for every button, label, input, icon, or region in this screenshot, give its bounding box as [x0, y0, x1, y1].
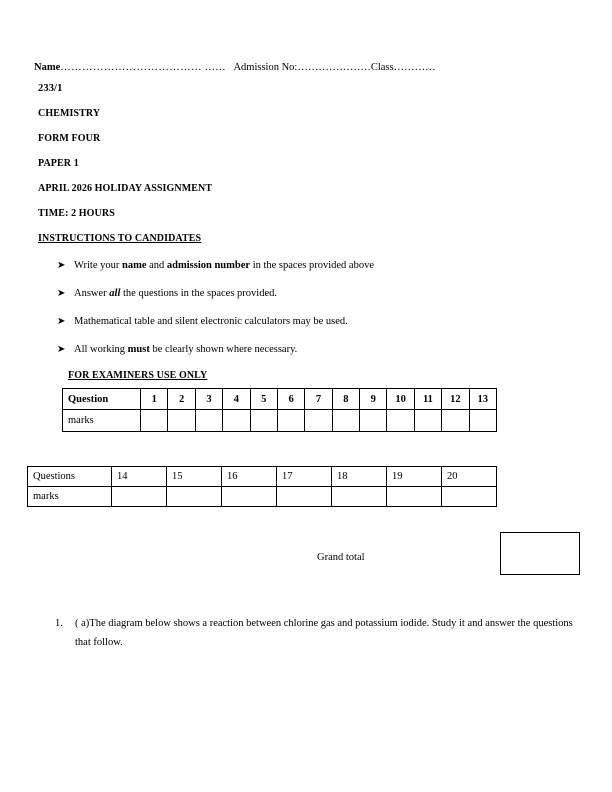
arrowhead-bullet-icon: ➤	[57, 288, 66, 299]
form-level: FORM FOUR	[38, 133, 101, 144]
arrowhead-bullet-icon: ➤	[57, 260, 66, 271]
table-two-col-14: 14	[112, 467, 167, 487]
table-one-marks-cell-2[interactable]	[168, 410, 195, 432]
instruction-item	[57, 259, 507, 272]
instruction-text: Answer all the questions in the spaces provided.	[74, 288, 277, 299]
table-one-col-9: 9	[360, 389, 387, 410]
table-two-col-18: 18	[332, 467, 387, 487]
table-one-col-2: 2	[168, 389, 195, 410]
marks-table-questions-14-20	[27, 466, 497, 507]
subject-title: CHEMISTRY	[38, 108, 101, 119]
table-one-marks-cell-9[interactable]	[360, 410, 387, 432]
admission-label: Admission No:	[233, 62, 298, 73]
paper-code: 233/1	[38, 83, 63, 94]
instruction-item	[57, 315, 507, 328]
marks-table-questions-1-13	[62, 388, 497, 432]
table-one-col-13: 13	[469, 389, 497, 410]
table-one-header-label: Question	[63, 389, 141, 410]
table-one-marks-cell-11[interactable]	[414, 410, 441, 432]
table-two-marks-cell-20[interactable]	[442, 487, 497, 507]
question-one-number: 1.	[55, 618, 63, 629]
table-two-col-19: 19	[387, 467, 442, 487]
arrowhead-bullet-icon: ➤	[57, 344, 66, 355]
admission-dots[interactable]: …………………	[297, 62, 371, 73]
table-two-marks-cell-14[interactable]	[112, 487, 167, 507]
table-one-col-8: 8	[332, 389, 359, 410]
table-two-col-16: 16	[222, 467, 277, 487]
table-two-marks-label: marks	[28, 487, 112, 507]
table-two-header-label: Questions	[28, 467, 112, 487]
table-two-col-20: 20	[442, 467, 497, 487]
paper-number: PAPER 1	[38, 158, 79, 169]
table-one-col-7: 7	[305, 389, 332, 410]
table-two-marks-cell-18[interactable]	[332, 487, 387, 507]
name-label: Name	[34, 62, 61, 73]
table-one-marks-cell-10[interactable]	[387, 410, 414, 432]
question-one	[55, 614, 580, 652]
table-one-marks-cell-4[interactable]	[223, 410, 250, 432]
table-two-col-15: 15	[167, 467, 222, 487]
table-one-col-3: 3	[195, 389, 222, 410]
table-one-col-10: 10	[387, 389, 414, 410]
table-one-col-11: 11	[414, 389, 441, 410]
instructions-heading: INSTRUCTIONS TO CANDIDATES	[38, 233, 202, 244]
name-dots-extra[interactable]: ……	[204, 62, 226, 73]
grand-total-box[interactable]	[500, 532, 580, 575]
table-two-marks-cell-19[interactable]	[387, 487, 442, 507]
table-one-col-6: 6	[277, 389, 304, 410]
table-one-marks-cell-6[interactable]	[277, 410, 304, 432]
time-allowed: TIME: 2 HOURS	[38, 208, 115, 219]
table-row-header	[28, 467, 497, 487]
table-one-marks-cell-5[interactable]	[250, 410, 277, 432]
instructions-list	[57, 259, 507, 371]
name-dots[interactable]: …………………………………	[60, 62, 202, 73]
table-one-marks-cell-3[interactable]	[195, 410, 222, 432]
class-dots[interactable]: …………	[393, 62, 436, 73]
instruction-text: All working must be clearly shown where necessary.	[74, 344, 298, 355]
class-label: Class	[370, 62, 394, 73]
table-one-marks-cell-7[interactable]	[305, 410, 332, 432]
table-row-marks	[28, 487, 497, 507]
table-one-marks-cell-13[interactable]	[469, 410, 497, 432]
instruction-text: Mathematical table and silent electronic calculators may be used.	[74, 316, 348, 327]
table-one-col-5: 5	[250, 389, 277, 410]
paper-heading-block	[38, 83, 458, 245]
table-one-marks-cell-8[interactable]	[332, 410, 359, 432]
table-row-marks	[63, 410, 497, 432]
instruction-text: Write your name and admission number in the spaces provided above	[74, 260, 374, 271]
instruction-item	[57, 343, 507, 356]
table-one-marks-label: marks	[63, 410, 141, 432]
question-one-text: ( a)The diagram below shows a reaction between chlorine gas and potassium iodide. Study it and answer the questions that follow.	[75, 618, 573, 648]
table-two-marks-cell-17[interactable]	[277, 487, 332, 507]
table-two-marks-cell-15[interactable]	[167, 487, 222, 507]
table-one-col-1: 1	[141, 389, 168, 410]
identity-line	[34, 61, 574, 74]
arrowhead-bullet-icon: ➤	[57, 316, 66, 327]
assignment-title: APRIL 2026 HOLIDAY ASSIGNMENT	[38, 183, 213, 194]
table-one-marks-cell-1[interactable]	[141, 410, 168, 432]
table-two-marks-cell-16[interactable]	[222, 487, 277, 507]
table-row-header	[63, 389, 497, 410]
table-one-col-4: 4	[223, 389, 250, 410]
table-two-col-17: 17	[277, 467, 332, 487]
table-one-marks-cell-12[interactable]	[442, 410, 469, 432]
instruction-item	[57, 287, 507, 300]
examiners-use-heading: FOR EXAMINERS USE ONLY	[68, 370, 208, 381]
table-one-col-12: 12	[442, 389, 469, 410]
grand-total-label: Grand total	[317, 552, 365, 563]
